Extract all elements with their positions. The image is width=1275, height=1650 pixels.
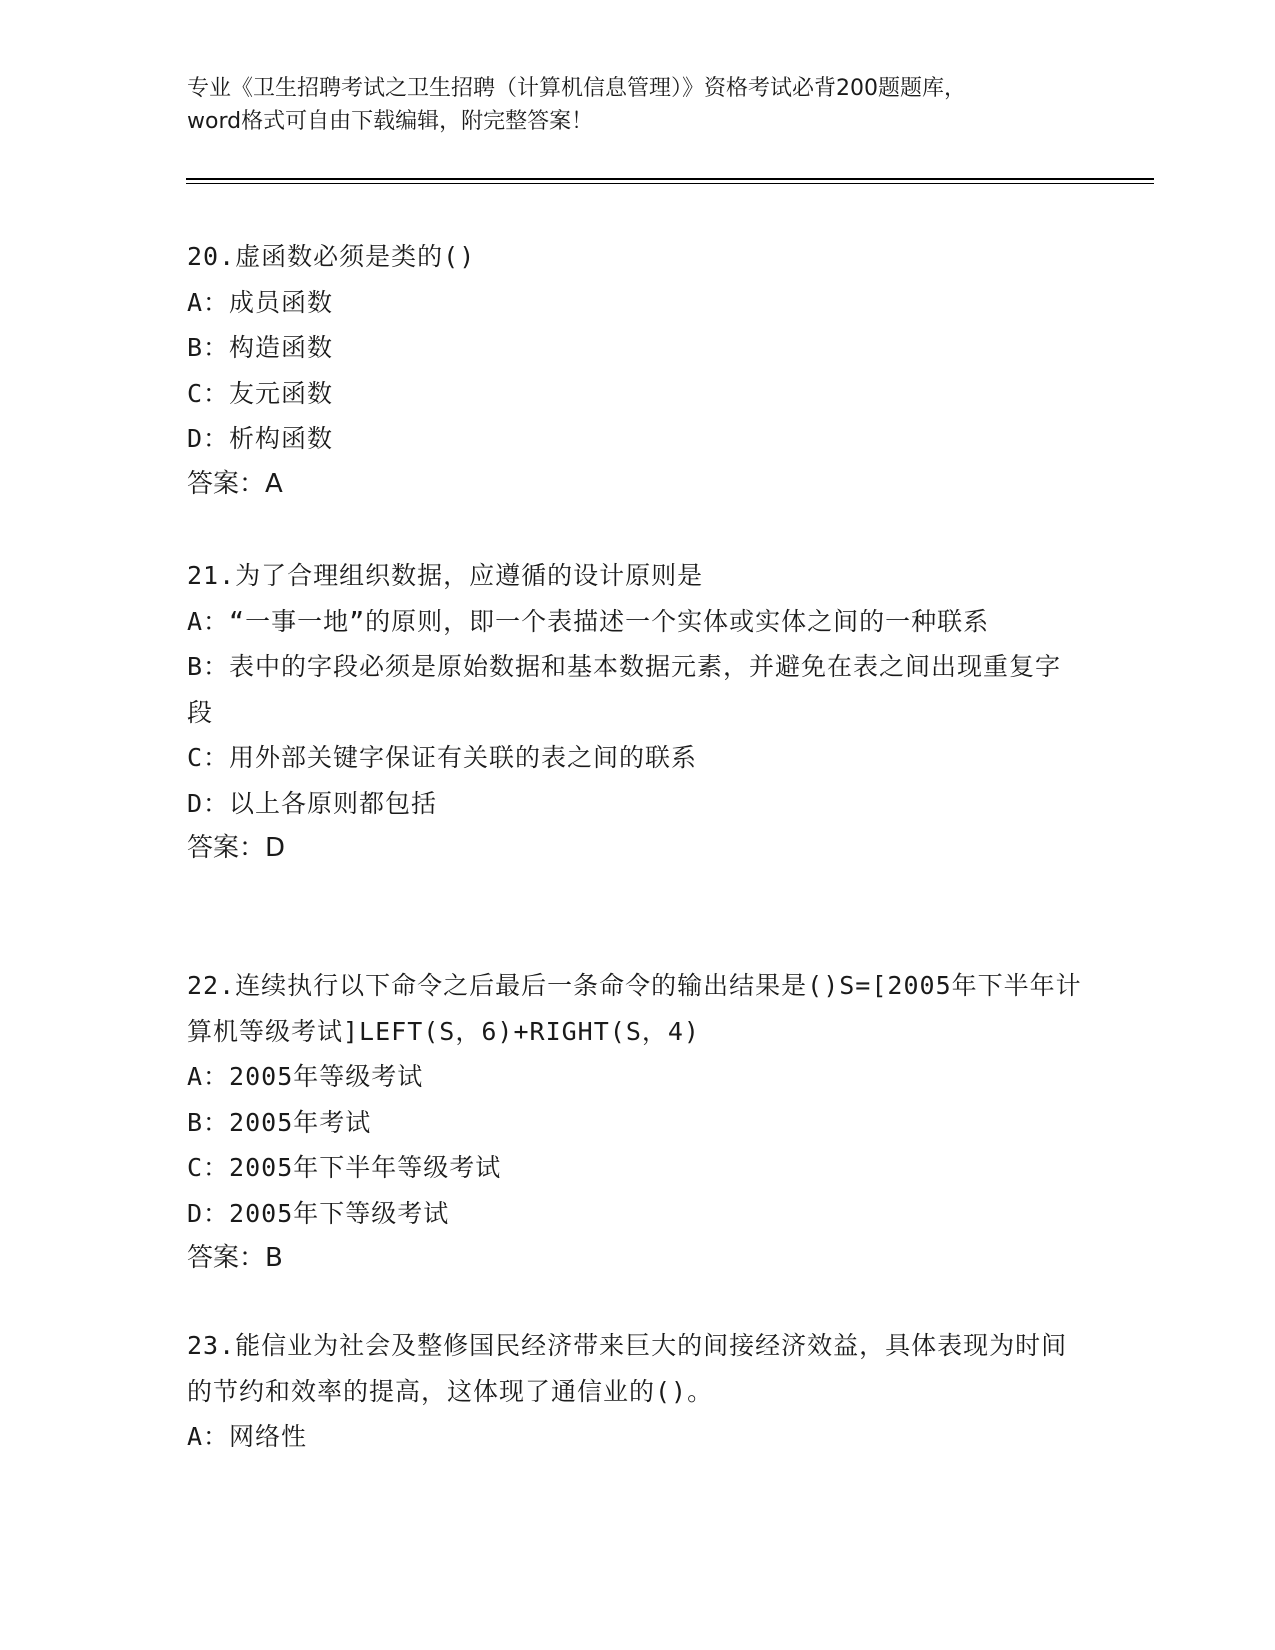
option-d: D：以上各原则都包括 <box>187 788 438 818</box>
option-b: B：构造函数 <box>187 333 334 362</box>
header-title-line-1: 专业《卫生招聘考试之卫生招聘（计算机信息管理）》资格考试必背200题题库， <box>187 76 966 101</box>
document-header <box>187 72 1087 138</box>
option-b: B：2005年考试 <box>187 1107 372 1137</box>
option-d: D：2005年下等级考试 <box>187 1198 450 1228</box>
option-b: B：表中的字段必须是原始数据和基本数据元素，并避免在表之间出现重复字段 <box>187 652 1062 727</box>
option-a: A：2005年等级考试 <box>187 1062 424 1091</box>
question-21 <box>187 553 1087 872</box>
option-a: A：“一事一地”的原则，即一个表描述一个实体或实体之间的一种联系 <box>187 606 990 636</box>
question-stem: 22.连续执行以下命令之后最后一条命令的输出结果是()S=[2005年下半年计算机等级考试]LEFT(S，6)+RIGHT(S，4) <box>187 971 1082 1046</box>
question-23 <box>187 1323 1087 1460</box>
answer-line: 答案：D <box>187 833 286 863</box>
question-stem: 23.能信业为社会及整修国民经济带来巨大的间接经济效益，具体表现为时间的节约和效率的提高，这体现了通信业的()。 <box>187 1331 1068 1406</box>
question-stem: 20.虚函数必须是类的() <box>187 242 476 271</box>
header-title-line-2: word格式可自由下载编辑，附完整答案！ <box>187 109 594 134</box>
question-20 <box>187 234 1087 507</box>
header-divider-thin <box>186 183 1154 184</box>
option-c: C：2005年下半年等级考试 <box>187 1153 502 1182</box>
answer-line: 答案：A <box>187 468 283 499</box>
option-a: A：网络性 <box>187 1422 308 1451</box>
option-c: C：用外部关键字保证有关联的表之间的联系 <box>187 743 698 772</box>
option-d: D：析构函数 <box>187 424 334 453</box>
option-a: A：成员函数 <box>187 287 334 317</box>
question-stem: 21.为了合理组织数据，应遵循的设计原则是 <box>187 561 704 590</box>
answer-line: 答案：B <box>187 1243 283 1273</box>
header-divider-thick <box>186 178 1154 180</box>
question-22 <box>187 963 1087 1282</box>
option-c: C：友元函数 <box>187 378 334 408</box>
